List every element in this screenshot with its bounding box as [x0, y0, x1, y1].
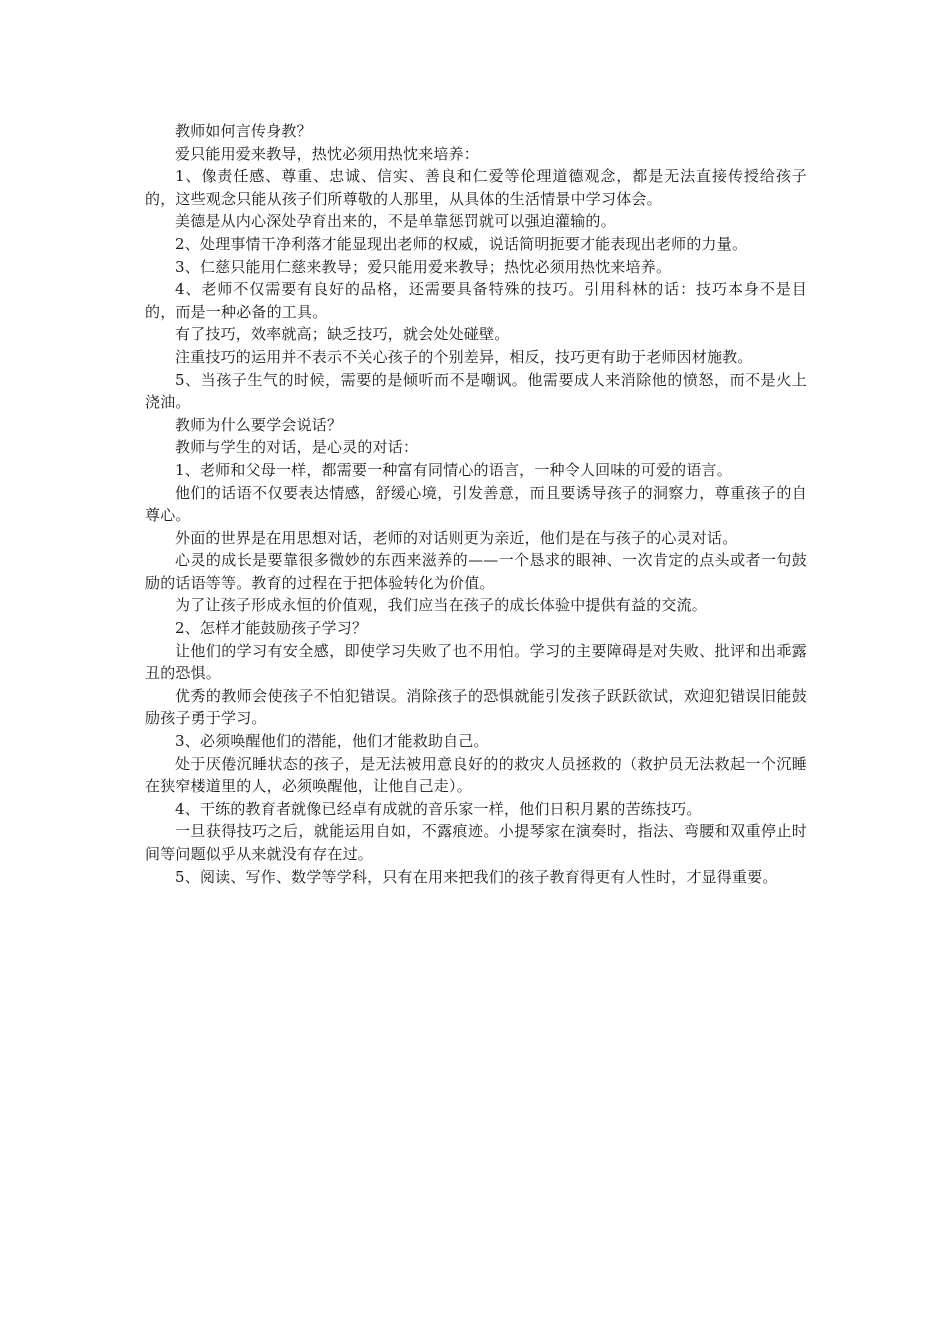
paragraph: 1、老师和父母一样，都需要一种富有同情心的语言，一种令人回味的可爱的语言。 [175, 460, 732, 479]
paragraph: 优秀的教师会使孩子不怕犯错误。消除孩子的恐惧就能引发孩子跃跃欲试，欢迎犯错误旧能鼓励孩子勇于学习。 [145, 686, 807, 728]
paragraph: 3、必须唤醒他们的潜能，他们才能救助自己。 [175, 732, 489, 751]
paragraph: 心灵的成长是要靠很多微妙的东西来滋养的——一个恳求的眼神、一次肯定的点头或者一句鼓励的话语等等。教育的过程在于把体验转化为价值。 [145, 551, 807, 592]
paragraph: 3、仁慈只能用仁慈来教导；爱只能用爱来教导；热忱必须用热忱来培养。 [175, 257, 672, 276]
paragraph: 让他们的学习有安全感，即使学习失败了也不用怕。学习的主要障碍是对失败、批评和出乖露丑的恐惧。 [145, 641, 807, 683]
paragraph: 2、处理事情干净利落才能显现出老师的权威，说话简明扼要才能表现出老师的力量。 [175, 234, 748, 253]
paragraph: 4、干练的教育者就像已经卓有成就的音乐家一样，他们日积月累的苦练技巧。 [175, 799, 702, 818]
paragraph: 教师为什么要学会说话？ [175, 415, 343, 434]
paragraph: 教师与学生的对话，是心灵的对话： [175, 438, 419, 457]
paragraph: 处于厌倦沉睡状态的孩子，是无法被用意良好的的救灾人员拯救的（救护员无法救起一个沉睡在狭窄楼道里的人，必须唤醒他，让他自己走）。 [145, 754, 807, 796]
paragraph: 5、阅读、写作、数学等学科，只有在用来把我们的孩子教育得更有人性时，才显得重要。 [175, 867, 778, 886]
paragraph: 教师如何言传身教？ [175, 122, 312, 140]
paragraph: 他们的话语不仅要表达情感，舒缓心境，引发善意，而且要诱导孩子的洞察力，尊重孩子的自尊心。 [145, 483, 807, 525]
paragraph: 一旦获得技巧之后，就能运用自如，不露痕迹。小提琴家在演奏时，指法、弯腰和双重停止时间等问题似乎从来就没有存在过。 [145, 822, 807, 863]
paragraph: 注重技巧的运用并不表示不关心孩子的个别差异，相反，技巧更有助于老师因材施教。 [175, 347, 753, 366]
paragraph: 有了技巧，效率就高；缺乏技巧，就会处处碰壁。 [175, 325, 510, 344]
paragraph: 外面的世界是在用思想对话，老师的对话则更为亲近，他们是在与孩子的心灵对话。 [175, 528, 738, 547]
paragraph: 4、老师不仅需要有良好的品格，还需要具备特殊的技巧。引用科林的话：技巧本身不是目的，而是一种必备的工具。 [145, 280, 807, 321]
paragraph: 5、当孩子生气的时候，需要的是倾听而不是嘲讽。他需要成人来消除他的愤怒，而不是火上浇油。 [145, 370, 807, 412]
paragraph: 2、怎样才能鼓励孩子学习？ [175, 619, 368, 638]
paragraph: 1、像责任感、尊重、忠诚、信实、善良和仁爱等伦理道德观念，都是无法直接传授给孩子的，这些观念只能从孩子们所尊敬的人那里，从具体的生活情景中学习体会。 [145, 167, 807, 208]
paragraph: 爱只能用爱来教导，热忱必须用热忱来培养： [175, 144, 480, 163]
paragraph: 美德是从内心深处孕育出来的，不是单靠惩罚就可以强迫灌输的。 [175, 212, 616, 231]
document-body [145, 120, 807, 888]
paragraph: 为了让孩子形成永恒的价值观，我们应当在孩子的成长体验中提供有益的交流。 [175, 596, 708, 615]
